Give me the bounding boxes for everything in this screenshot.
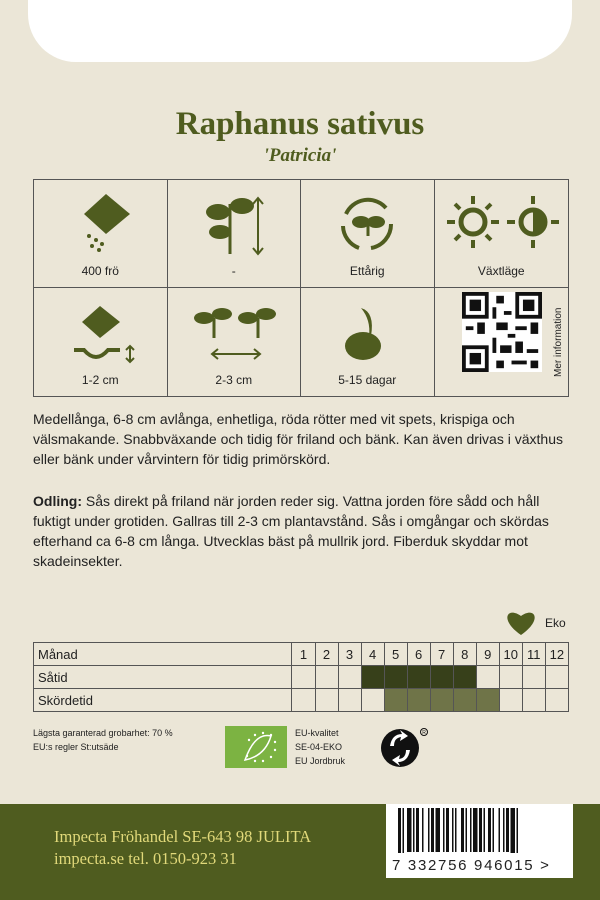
barcode-bar — [398, 808, 401, 854]
lifecycle-cell — [301, 180, 435, 288]
calendar-cell — [384, 689, 407, 712]
calendar-cell — [292, 689, 315, 712]
calendar-row — [34, 666, 569, 689]
month-cell: 8 — [453, 643, 476, 666]
company-address — [54, 826, 311, 870]
barcode-bar — [413, 808, 415, 852]
annual-cycle-icon — [301, 184, 435, 264]
plant-spacing-cell — [168, 288, 302, 396]
growth-location-label: Växtläge — [477, 264, 525, 278]
fine-print-line: EU:s regler St:utsäde — [33, 742, 119, 752]
eu-text-line: EU Jordbruk — [295, 756, 346, 766]
eu-leaf-icon — [225, 726, 287, 768]
barcode-bar — [470, 808, 472, 852]
barcode-bar — [499, 808, 501, 852]
cultivation-heading: Odling: — [33, 493, 82, 509]
calendar-header-label: Månad — [34, 643, 292, 666]
barcode-bar — [436, 808, 441, 852]
sowing-depth-icon — [34, 292, 168, 372]
germination-cell — [301, 288, 435, 396]
plant-height-icon — [168, 184, 302, 264]
calendar-cell — [522, 689, 545, 712]
barcode-bar — [503, 808, 505, 852]
green-dot-recycle-icon — [380, 726, 428, 772]
calendar-cell — [430, 666, 453, 689]
barcode-bar — [443, 808, 445, 852]
barcode-bar — [461, 808, 464, 852]
calendar-cell — [338, 666, 361, 689]
barcode-bar — [403, 808, 405, 854]
eu-organic-logo — [225, 726, 287, 768]
eu-text-line: SE-04-EKO — [295, 742, 343, 752]
calendar-cell — [499, 666, 522, 689]
calendar-cell — [545, 666, 568, 689]
barcode-bar — [422, 808, 424, 852]
month-cell: 10 — [499, 643, 522, 666]
barcode-bars — [386, 804, 573, 854]
cultivation-section — [33, 491, 569, 571]
calendar-row-label: Skördetid — [34, 689, 292, 712]
lifecycle-label: Ettårig — [349, 264, 385, 278]
month-cell: 4 — [361, 643, 384, 666]
germination-label: 5-15 dagar — [338, 373, 397, 387]
svg-text:R: R — [422, 730, 426, 736]
seed-count-cell — [34, 180, 168, 288]
calendar-cell — [499, 689, 522, 712]
calendar-cell — [407, 666, 430, 689]
calendar-row-label: Såtid — [34, 666, 292, 689]
heart-icon — [503, 608, 539, 636]
eu-text-line: EU-kvalitet — [295, 728, 339, 738]
eko-badge — [503, 606, 575, 636]
eu-quality-text — [295, 726, 345, 768]
germination-icon — [301, 292, 435, 372]
calendar-cell — [315, 689, 338, 712]
species-title: Raphanus sativus — [175, 106, 425, 142]
month-cell: 5 — [384, 643, 407, 666]
website-phone-line: impecta.se tel. 0150-923 31 — [54, 849, 237, 868]
barcode-bar — [466, 808, 468, 852]
barcode-bar — [416, 808, 419, 852]
barcode-bar — [517, 808, 519, 854]
more-info-label: Mer information — [553, 307, 564, 377]
plant-height-label: - — [231, 264, 236, 278]
calendar-cell — [338, 689, 361, 712]
plant-spacing-label: 2-3 cm — [215, 373, 253, 387]
sowing-depth-cell — [34, 288, 168, 396]
month-cell: 11 — [522, 643, 545, 666]
calendar-header-row — [34, 643, 569, 666]
barcode-bar — [428, 808, 430, 852]
description-text: Medellånga, 6-8 cm avlånga, enhetliga, röda rötter med vit spets, krispiga och välsmakande. Snabbväxande och tidig för friland och bänk. Kan även drivas i växthus eller bänk under vårvintern för tidig primörskörd. — [33, 411, 563, 467]
barcode-bar — [407, 808, 412, 852]
seed-count-label: 400 frö — [81, 264, 119, 278]
plant-height-cell — [168, 180, 302, 288]
month-cell: 6 — [407, 643, 430, 666]
calendar-cell — [476, 666, 499, 689]
calendar-cell — [361, 689, 384, 712]
month-cell: 3 — [338, 643, 361, 666]
month-cell: 12 — [545, 643, 568, 666]
eko-label: Eko — [545, 616, 566, 630]
calendar-cell — [361, 666, 384, 689]
barcode-bar — [493, 808, 495, 852]
barcode-bar — [506, 808, 509, 852]
cultivation-text: Sås direkt på friland när jorden reder sig. Vattna jorden före sådd och håll fuktigt under grotiden. Gallras till 2-3 cm plantavstånd. Sås i omgångar och skördas efterhand ca 6-8 cm långa. Utvecklas bäst på mullrik jord. Fiberduk skyddar mot skadeinsekter. — [33, 493, 549, 569]
barcode-bar — [511, 808, 516, 854]
calendar-cell — [384, 666, 407, 689]
calendar-cell — [453, 689, 476, 712]
barcode-bar — [479, 808, 482, 852]
month-cell: 7 — [430, 643, 453, 666]
fine-print-line: Lägsta garanterad grobarhet: 70 % — [33, 728, 173, 738]
calendar-cell — [453, 666, 476, 689]
calendar-cell — [545, 689, 568, 712]
barcode-bar — [455, 808, 457, 852]
address-line: Impecta Fröhandel SE-643 98 JULITA — [54, 827, 312, 846]
sowing-depth-label: 1-2 cm — [81, 373, 119, 387]
sun-halfsun-icon — [435, 184, 569, 264]
sowing-calendar — [33, 642, 569, 712]
calendar-cell — [315, 666, 338, 689]
plant-spacing-icon — [168, 292, 302, 372]
barcode-bar — [431, 808, 434, 852]
month-cell: 1 — [292, 643, 315, 666]
barcode-bar — [452, 808, 454, 852]
calendar-cell — [522, 666, 545, 689]
barcode-number: 7 332756 946015 > — [386, 853, 573, 878]
barcode-bar — [446, 808, 449, 852]
calendar-cell — [430, 689, 453, 712]
month-cell: 2 — [315, 643, 338, 666]
calendar-cell — [292, 666, 315, 689]
barcode-bar — [488, 808, 491, 852]
qr-cell[interactable] — [435, 288, 569, 396]
calendar-row — [34, 689, 569, 712]
hang-hole — [28, 0, 572, 62]
month-cell: 9 — [476, 643, 499, 666]
info-grid — [33, 179, 569, 397]
seed-packet-icon — [34, 184, 168, 264]
calendar-cell — [407, 689, 430, 712]
growth-location-cell — [435, 180, 569, 288]
barcode-bar — [473, 808, 478, 852]
barcode-bar — [484, 808, 486, 852]
calendar-cell — [476, 689, 499, 712]
germination-guarantee — [33, 726, 173, 754]
cultivar-name: 'Patricia' — [263, 145, 337, 166]
qr-code-icon[interactable] — [435, 292, 569, 372]
